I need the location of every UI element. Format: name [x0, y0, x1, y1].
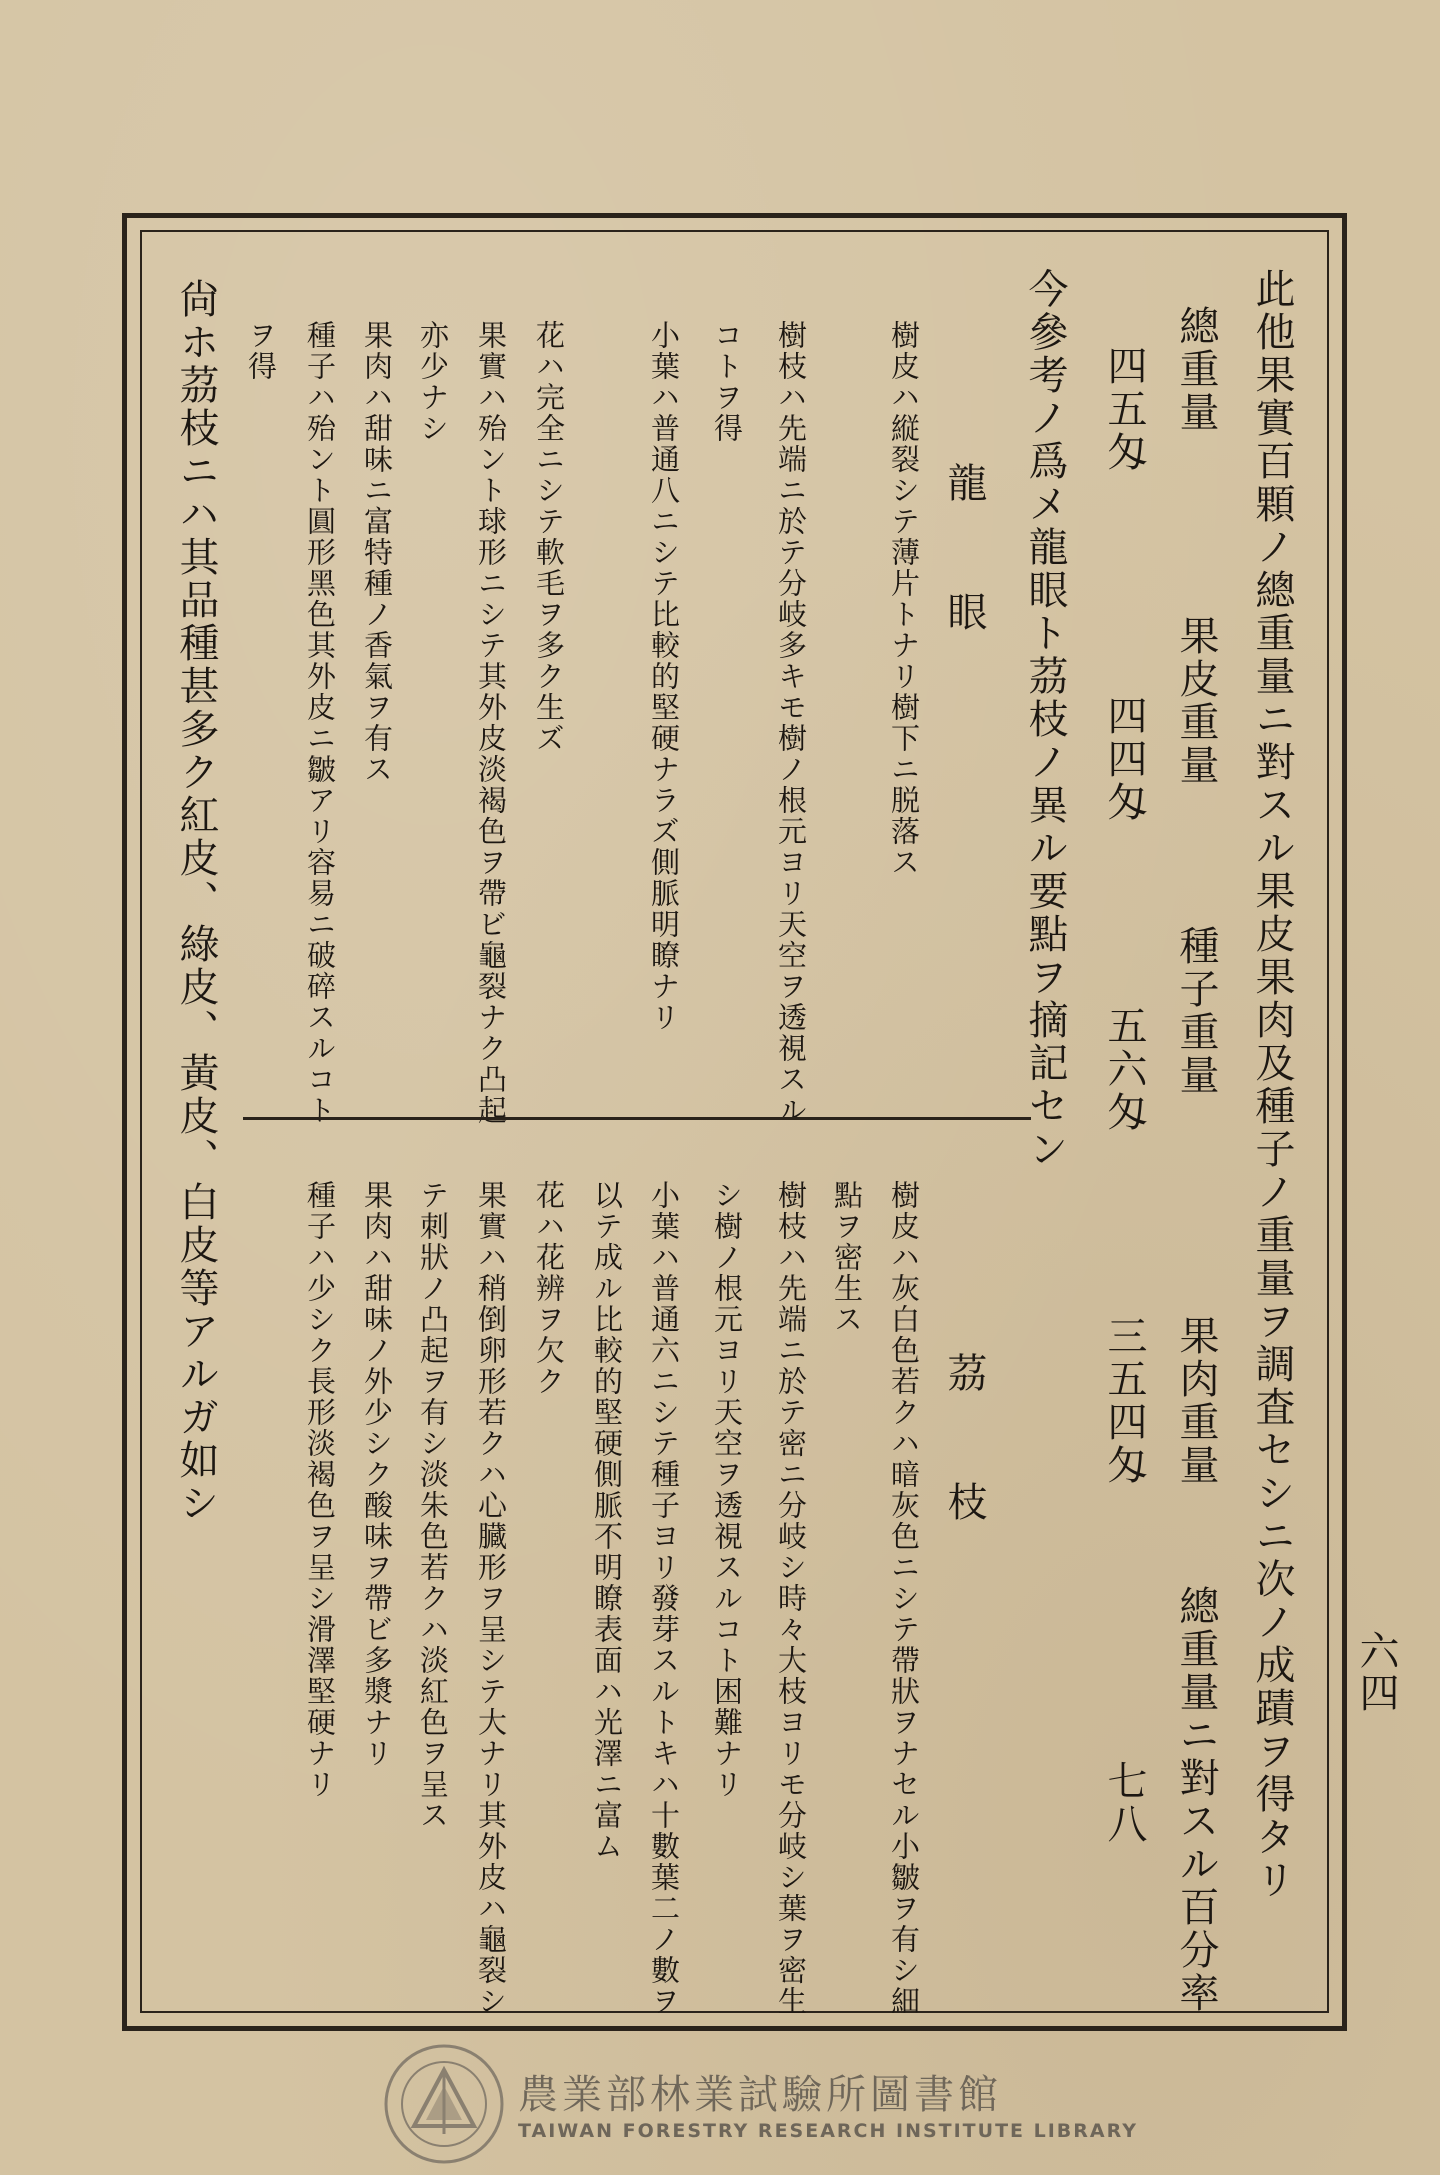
- longan-line: 花ハ完全ニシテ軟毛ヲ多ク生ズ: [532, 320, 566, 754]
- comparison-intro: 今參考ノ爲メ龍眼ト茘枝ノ異ル要點ヲ摘記セン: [1022, 268, 1068, 1171]
- closing-line: 尙ホ茘枝ニハ其品種甚多ク紅皮、綠皮、黃皮、白皮等アルガ如シ: [173, 278, 219, 1525]
- lychee-line: シ樹ノ根元ヨリ天空ヲ透視スルコト困難ナリ: [710, 1180, 744, 1800]
- table-value-percentage: 七八: [1101, 1760, 1147, 1846]
- longan-line: 亦少ナシ: [416, 320, 450, 444]
- longan-line: 種子ハ殆ント圓形黑色其外皮ニ皺アリ容易ニ破碎スルコト: [303, 320, 337, 1126]
- library-name: 農業部林業試驗所圖書館: [518, 2072, 1002, 2118]
- lychee-heading: 茘 枝: [941, 1352, 987, 1524]
- longan-line: 果肉ハ甜味ニ富特種ノ香氣ヲ有ス: [360, 320, 394, 785]
- table-value-skin: 四四匁: [1101, 695, 1147, 824]
- table-header-total: 總重量: [1173, 305, 1219, 434]
- lychee-line: 點ヲ密生ス: [830, 1180, 864, 1335]
- longan-line: 樹枝ハ先端ニ於テ分岐多キモ樹ノ根元ヨリ天空ヲ透視スル: [774, 320, 808, 1126]
- lychee-line: 小葉ハ普通六ニシテ種子ヨリ發芽スルトキハ十數葉二ノ數ヲ: [647, 1180, 681, 2017]
- lychee-line: 樹皮ハ灰白色若クハ暗灰色ニシテ帶狀ヲナセル小皺ヲ有シ細: [887, 1180, 921, 2017]
- table-header-flesh: 果肉重量: [1173, 1315, 1219, 1487]
- intro-line: 此他果實百顆ノ總重量ニ對スル果皮果肉及種子ノ重量ヲ調査セシニ次ノ成蹟ヲ得タリ: [1249, 268, 1295, 1902]
- lychee-line: 果肉ハ甜味ノ外少シク酸味ヲ帶ビ多漿ナリ: [360, 1180, 394, 1769]
- page-number: 六四: [1353, 1630, 1399, 1714]
- lychee-line: 果實ハ稍倒卵形若クハ心臓形ヲ呈シテ大ナリ其外皮ハ龜裂シ: [474, 1180, 508, 2017]
- library-name-english: TAIWAN FORESTRY RESEARCH INSTITUTE LIBRARY: [518, 2120, 1138, 2142]
- section-divider: [243, 1117, 1031, 1120]
- lychee-line: 種子ハ少シク長形淡褐色ヲ呈シ滑澤堅硬ナリ: [303, 1180, 337, 1800]
- library-seal-icon: [382, 2042, 506, 2166]
- table-value-seed: 五六匁: [1101, 1005, 1147, 1134]
- lychee-line: テ刺狀ノ凸起ヲ有シ淡朱色若クハ淡紅色ヲ呈ス: [416, 1180, 450, 1831]
- table-value-total: 四五匁: [1101, 345, 1147, 474]
- longan-line: 小葉ハ普通八ニシテ比較的堅硬ナラズ側脈明瞭ナリ: [647, 320, 681, 1033]
- longan-heading: 龍 眼: [941, 462, 987, 634]
- table-header-percentage: 總重量ニ對スル百分率: [1173, 1585, 1219, 2015]
- longan-line: 果實ハ殆ント球形ニシテ其外皮淡褐色ヲ帶ビ龜裂ナク凸起: [474, 320, 508, 1126]
- table-value-flesh: 三五四匁: [1101, 1315, 1147, 1487]
- longan-line: 樹皮ハ縦裂シテ薄片トナリ樹下ニ脱落ス: [887, 320, 921, 878]
- table-header-seed: 種子重量: [1173, 925, 1219, 1097]
- longan-line: コトヲ得: [710, 320, 744, 444]
- table-header-skin: 果皮重量: [1173, 615, 1219, 787]
- longan-line: ヲ得: [244, 320, 278, 382]
- lychee-line: 花ハ花辨ヲ欠ク: [532, 1180, 566, 1397]
- lychee-line: 以テ成ル比較的堅硬側脈不明瞭表面ハ光澤ニ富ム: [590, 1180, 624, 1862]
- lychee-line: 樹枝ハ先端ニ於テ密ニ分岐シ時々大枝ヨリモ分岐シ葉ヲ密生: [774, 1180, 808, 2017]
